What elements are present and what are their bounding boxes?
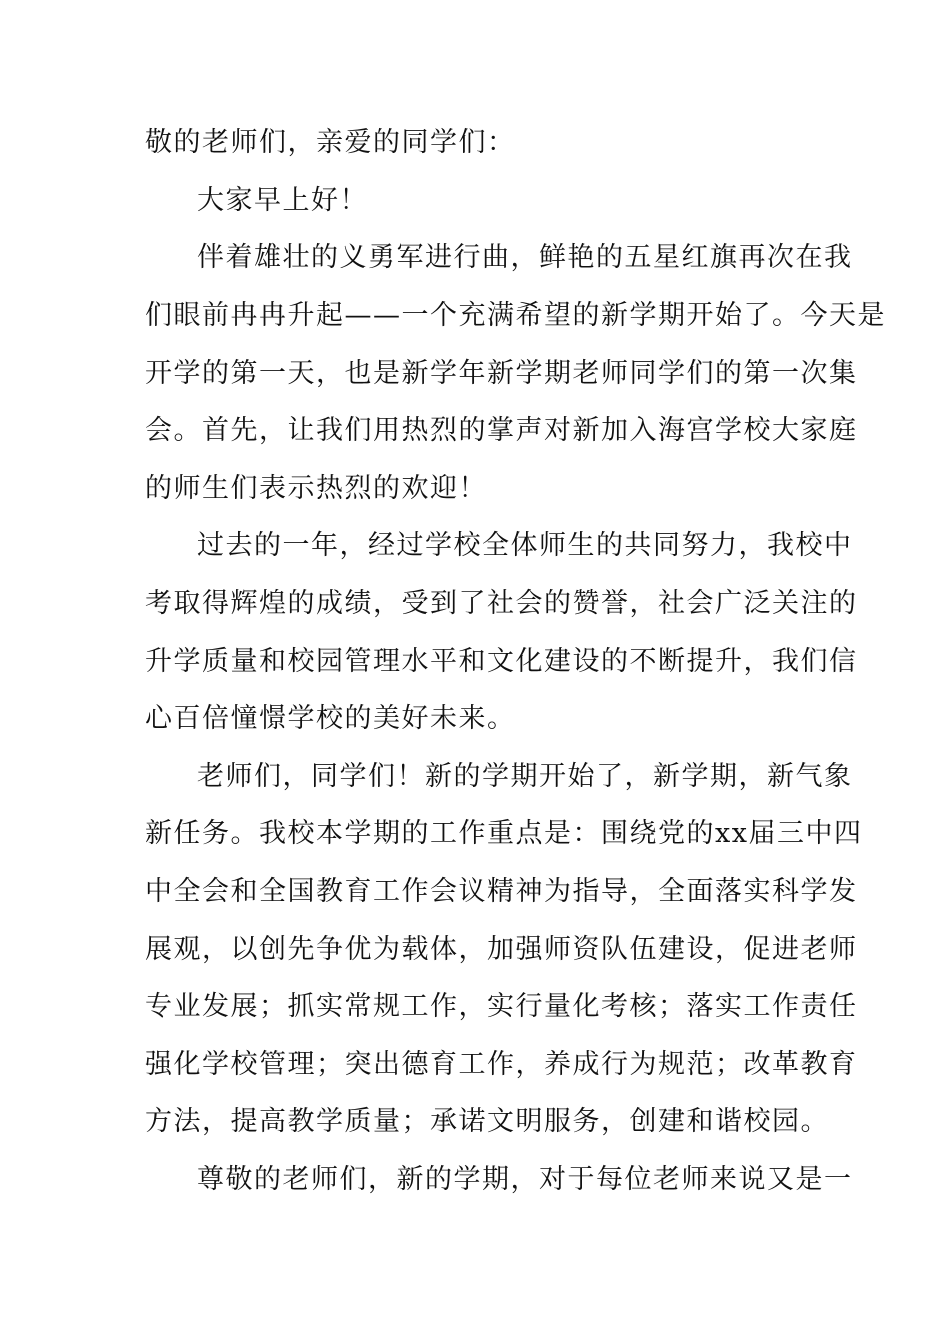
text-line: 们眼前冉冉升起——一个充满希望的新学期开始了。今天是 <box>145 300 886 331</box>
text-line: 会。首先，让我们用热烈的掌声对新加入海宫学校大家庭 <box>145 415 858 446</box>
text-line: 强化学校管理；突出德育工作，养成行为规范；改革教育 <box>145 1049 858 1080</box>
text-line: 专业发展；抓实常规工作，实行量化考核；落实工作责任 <box>145 991 858 1022</box>
text-line: 大家早上好！ <box>197 185 368 216</box>
text-line: 敬的老师们，亲爱的同学们： <box>145 127 516 158</box>
text-line: 过去的一年，经过学校全体师生的共同努力，我校中 <box>197 530 853 561</box>
text-line: 开学的第一天，也是新学年新学期老师同学们的第一次集 <box>145 358 858 389</box>
text-line: 中全会和全国教育工作会议精神为指导，全面落实科学发 <box>145 876 858 907</box>
text-line: 新任务。我校本学期的工作重点是：围绕党的xx届三中四 <box>145 818 863 849</box>
text-line: 尊敬的老师们，新的学期，对于每位老师来说又是一 <box>197 1164 853 1195</box>
text-line: 方法，提高教学质量；承诺文明服务，创建和谐校园。 <box>145 1106 829 1137</box>
text-line: 伴着雄壮的义勇军进行曲，鲜艳的五星红旗再次在我 <box>197 242 853 273</box>
text-line: 心百倍憧憬学校的美好未来。 <box>145 703 516 734</box>
text-line: 升学质量和校园管理水平和文化建设的不断提升，我们信 <box>145 646 858 677</box>
text-line: 老师们，同学们！新的学期开始了，新学期，新气象 <box>197 761 853 792</box>
text-line: 的师生们表示热烈的欢迎！ <box>145 473 487 504</box>
text-line: 展观，以创先争优为载体，加强师资队伍建设，促进老师 <box>145 934 858 965</box>
text-line: 考取得辉煌的成绩，受到了社会的赞誉，社会广泛关注的 <box>145 588 858 619</box>
